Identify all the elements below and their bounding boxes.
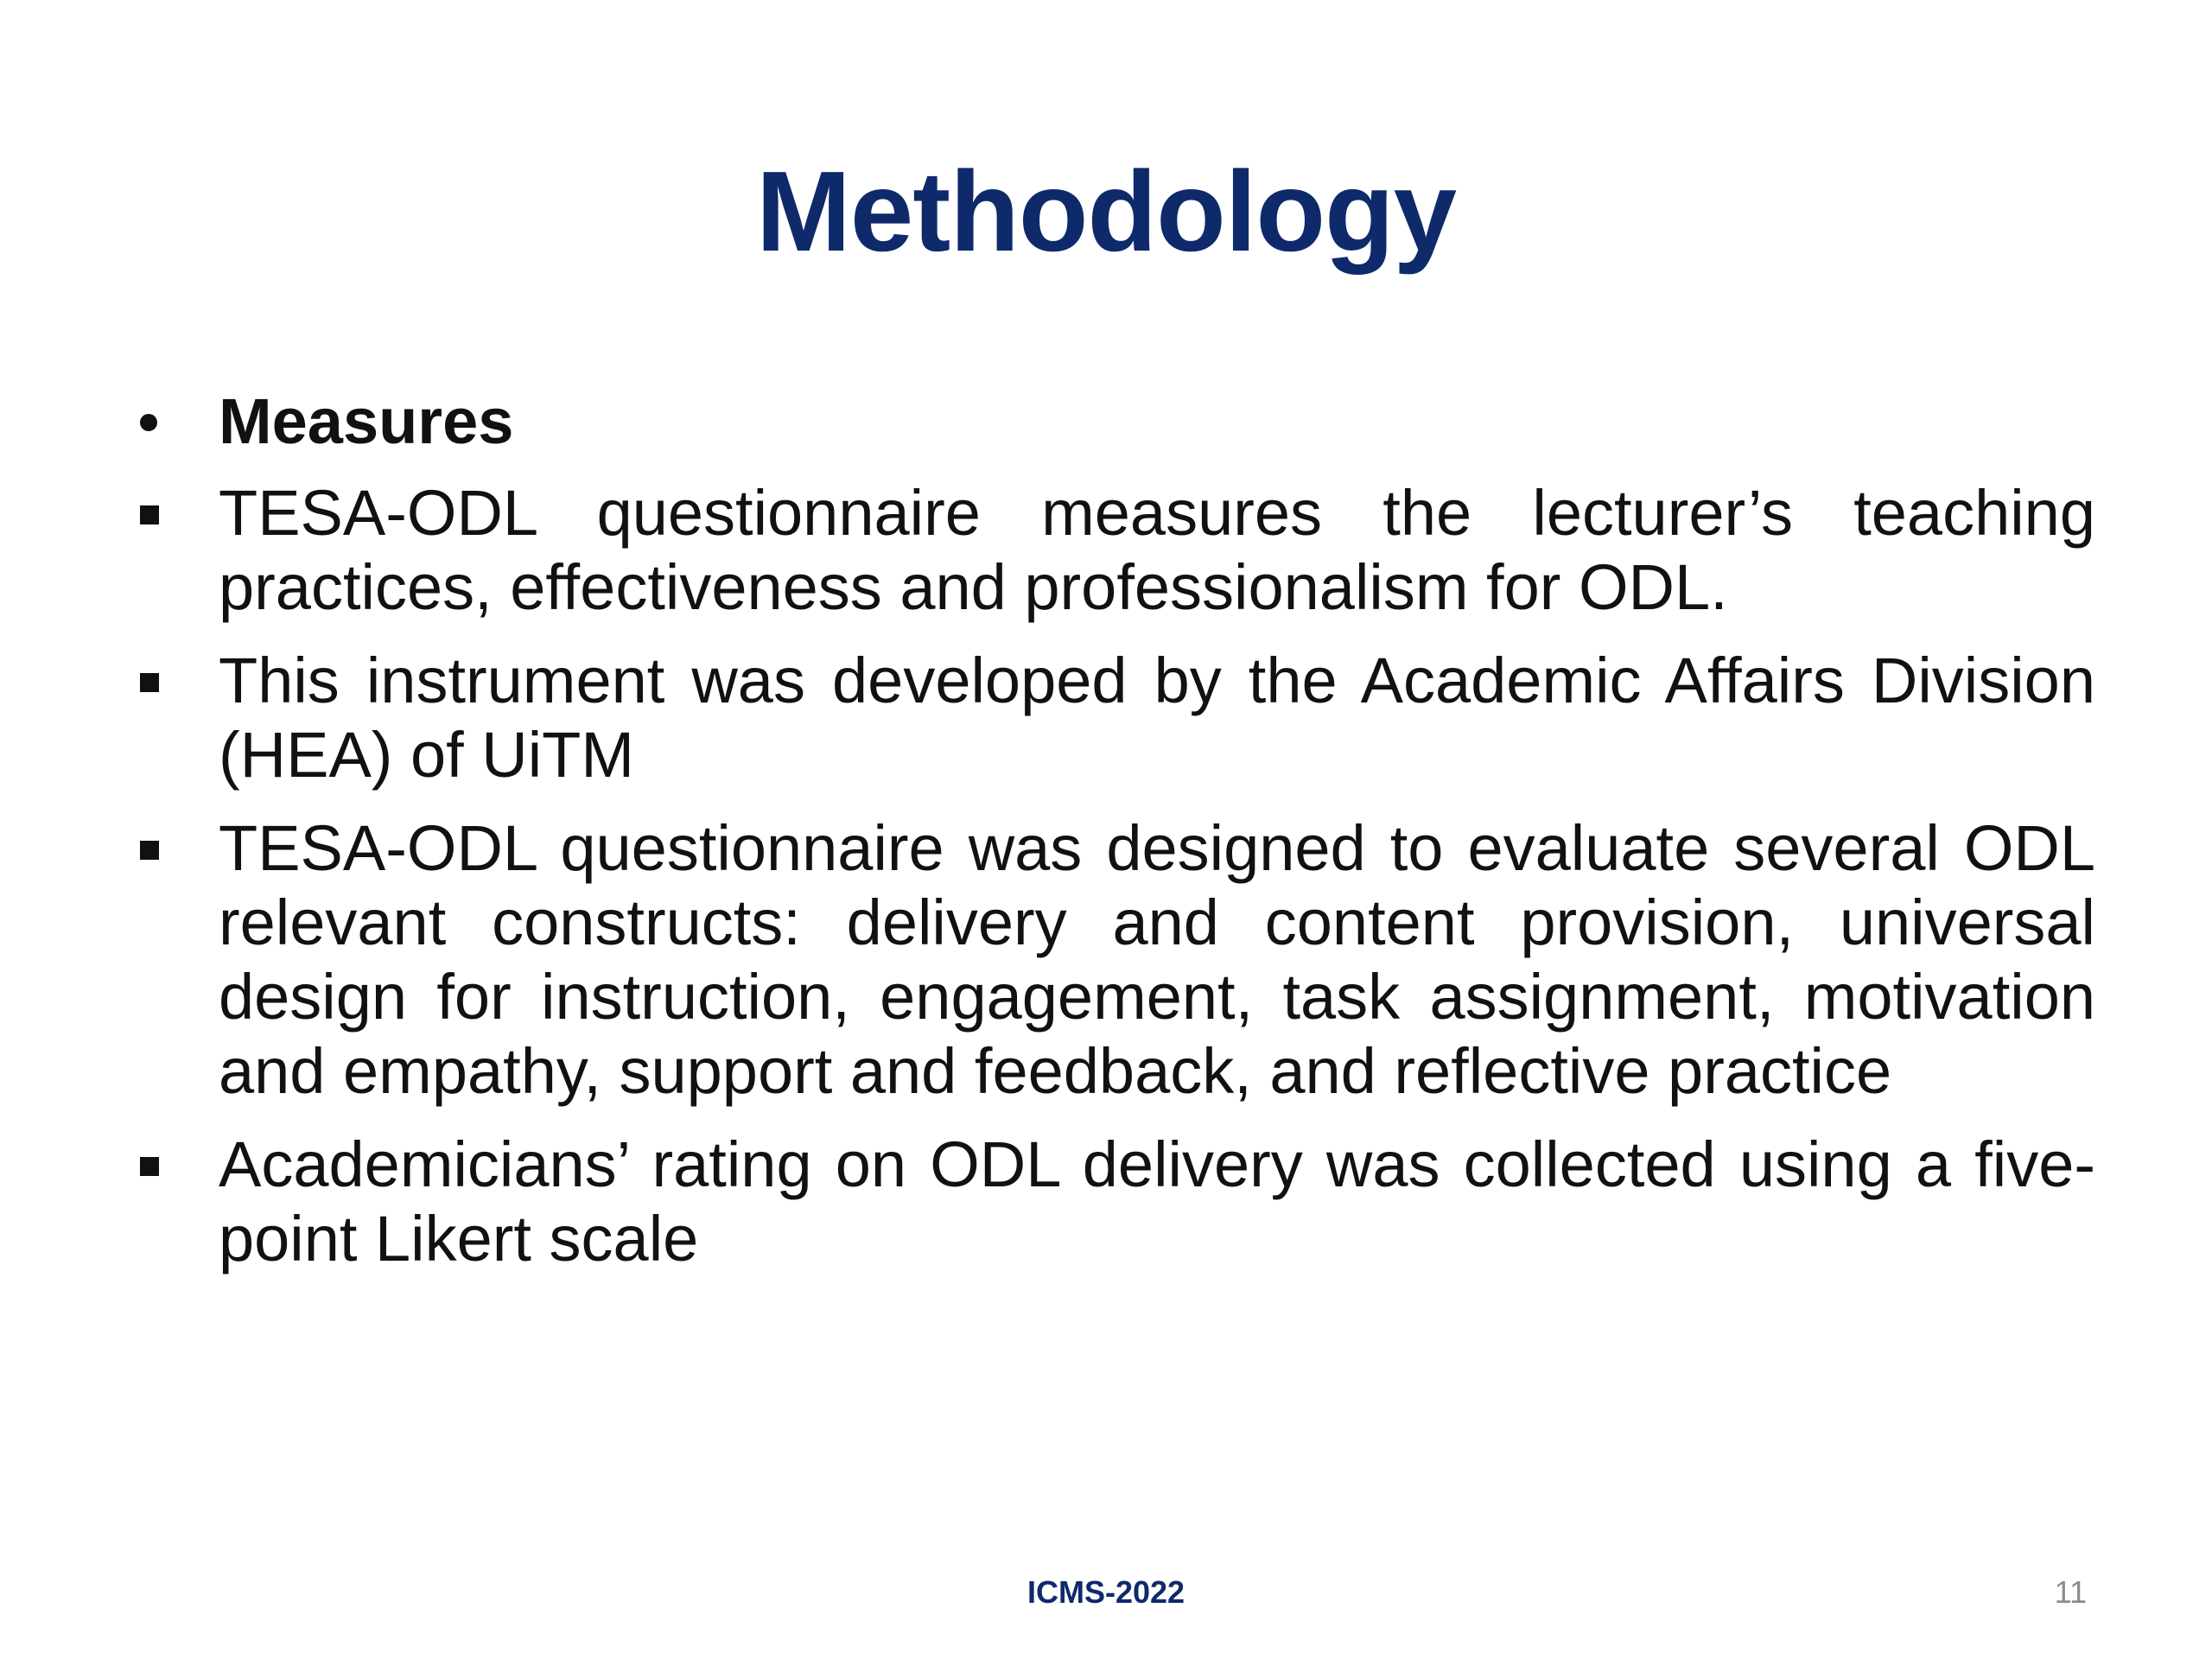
section-heading-item bbox=[130, 385, 2095, 459]
page-number: 11 bbox=[2054, 1574, 2087, 1610]
round-bullet-icon bbox=[130, 385, 181, 435]
square-bullet-icon bbox=[130, 811, 181, 864]
slide-title: Methodology bbox=[755, 148, 1457, 275]
bullet-item bbox=[130, 476, 2095, 625]
square-bullet-icon bbox=[130, 644, 181, 696]
bullet-item bbox=[130, 811, 2095, 1109]
bullet-text: Academicians’ rating on ODL delivery was collected using a five-point Likert scale bbox=[219, 1128, 2095, 1274]
bullet-text: TESA-ODL questionnaire was designed to evaluate several ODL relevant constructs: delivery and content provision, universal design for instruction, engagement, task assignment, motivation and empathy, support and feedback, and reflective practice bbox=[219, 812, 2095, 1107]
bullet-text: This instrument was developed by the Academic Affairs Division (HEA) of UiTM bbox=[219, 645, 2095, 791]
slide-content bbox=[130, 385, 2095, 1295]
bullet-item bbox=[130, 644, 2095, 792]
footer-conference-label: ICMS-2022 bbox=[1027, 1574, 1185, 1610]
bullet-text: TESA-ODL questionnaire measures the lecturer’s teaching practices, effectiveness and professionalism for ODL. bbox=[219, 477, 2095, 623]
square-bullet-icon bbox=[130, 476, 181, 529]
section-heading: Measures bbox=[219, 385, 514, 457]
bullet-item bbox=[130, 1128, 2095, 1276]
square-bullet-icon bbox=[130, 1128, 181, 1180]
